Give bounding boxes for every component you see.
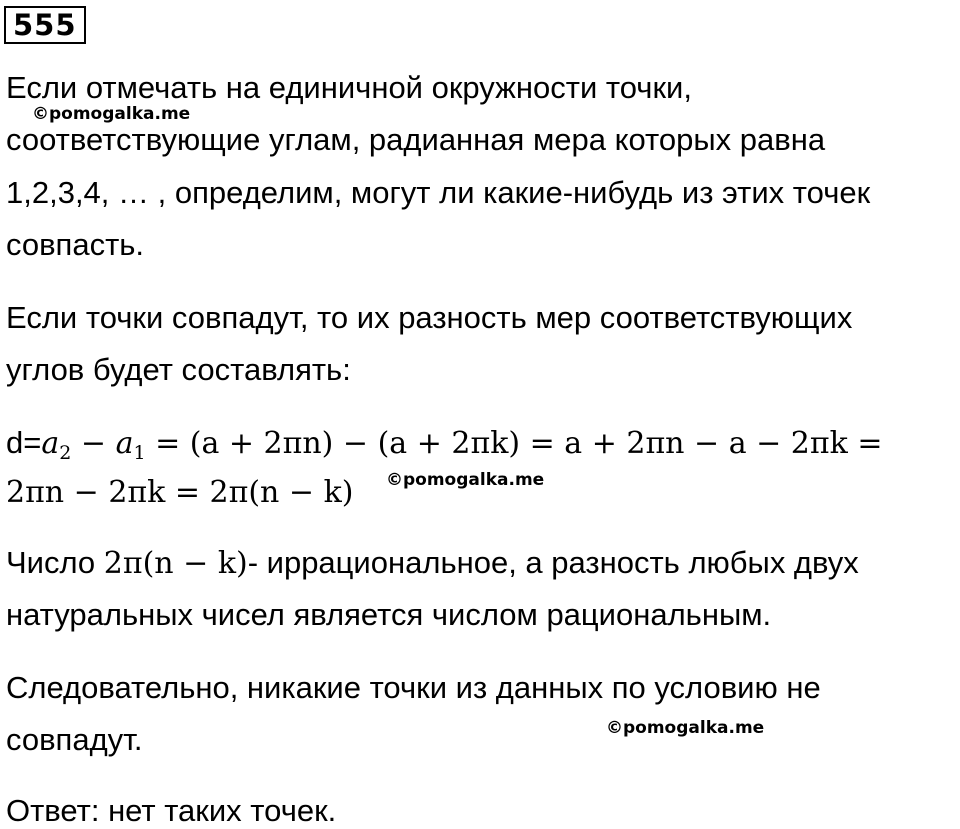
paragraph3-end: - иррациональное, а разность любых двух	[247, 545, 859, 580]
paragraph2-line2: углов будет составлять:	[6, 352, 351, 387]
paragraph2-line1: Если точки совпадут, то их разность мер соответствующих	[6, 300, 853, 335]
paragraph1-line3: 1,2,3,4, … , определим, могут ли какие-нибудь из этих точек	[6, 175, 871, 210]
watermark-2: ©pomogalka.me	[386, 470, 545, 490]
paragraph4-line2: совпадут.	[6, 722, 143, 757]
paragraph3-math: 2π(n − k)	[103, 546, 248, 581]
answer: Ответ: нет таких точек.	[6, 793, 337, 828]
watermark-1: ©pomogalka.me	[32, 104, 191, 124]
formula-prefix: d=	[6, 425, 42, 460]
paragraph3-start: Число	[6, 545, 104, 580]
problem-number: 555	[4, 6, 86, 44]
formula-subscripts: $a_2 - a_1$	[41, 426, 146, 464]
watermark-3: ©pomogalka.me	[606, 718, 765, 738]
paragraph4-line1: Следовательно, никакие точки из данных по условию не	[6, 670, 821, 705]
formula-line1	[6, 425, 882, 462]
paragraph3-line2: натуральных чисел является числом рациональным.	[6, 597, 772, 632]
paragraph3-line1	[6, 545, 859, 582]
paragraph1-line1: Если отмечать на единичной окружности точки,	[6, 70, 692, 105]
formula-line1-rest: = (a + 2πn) − (a + 2πk) = a + 2πn − a − 2πk =	[145, 426, 883, 461]
paragraph1-line4: совпасть.	[6, 227, 145, 262]
formula-line2: 2πn − 2πk = 2π(n − k)	[6, 475, 354, 510]
paragraph1-line2: соответствующие углам, радианная мера которых равна	[6, 122, 826, 157]
